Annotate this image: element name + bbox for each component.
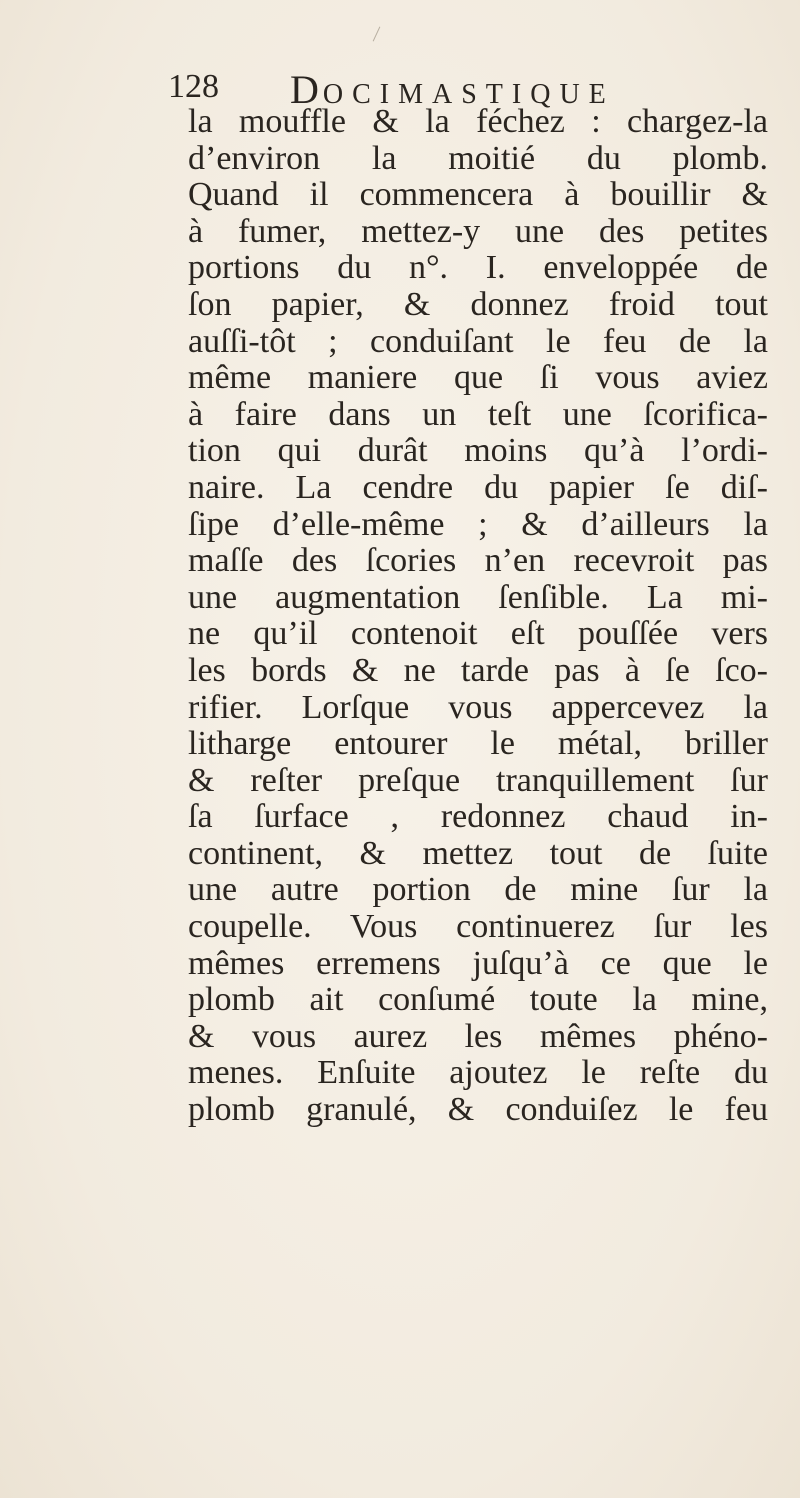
text-line: ſon papier, & donnez froid tout — [188, 285, 768, 323]
text-line: continent, & mettez tout de ſuite — [188, 834, 768, 872]
text-line: une augmentation ſenſible. La mi- — [188, 578, 768, 616]
text-line: à faire dans un teſt une ſcorifica- — [188, 395, 768, 433]
text-line: auſſi-tôt ; conduiſant le feu de la — [188, 322, 768, 360]
text-line: plomb granulé, & conduiſez le feu — [188, 1091, 768, 1129]
text-line: d’environ la moitié du plomb. — [188, 139, 768, 177]
text-line: plomb ait conſumé toute la mine, — [188, 981, 768, 1019]
text-line: les bords & ne tarde pas à ſe ſco- — [188, 651, 768, 689]
ink-mark — [373, 27, 381, 42]
text-line: ne qu’il contenoit eſt pouſſée vers — [188, 615, 768, 653]
text-line: tion qui durât moins qu’à l’ordi- — [188, 432, 768, 470]
text-line: & vous aurez les mêmes phéno- — [188, 1017, 768, 1055]
page-number: 128 — [168, 68, 219, 105]
text-line: coupelle. Vous continuerez ſur les — [188, 908, 768, 946]
text-line: menes. Enſuite ajoutez le reſte du — [188, 1054, 768, 1092]
running-head-initial: D — [290, 67, 323, 112]
text-line: rifier. Lorſque vous appercevez la — [188, 688, 768, 726]
text-line: mêmes erremens juſqu’à ce que le — [188, 944, 768, 982]
text-line: ſipe d’elle-même ; & d’ailleurs la — [188, 505, 768, 543]
text-line: naire. La cendre du papier ſe diſ- — [188, 468, 768, 506]
running-head-rest: OCIMASTIQUE — [322, 79, 615, 110]
text-line: la mouffle & la féchez : chargez-la — [188, 103, 768, 140]
body-text — [188, 104, 768, 1129]
text-line: & reſter preſque tranquillement ſur — [188, 761, 768, 799]
text-line: même maniere que ſi vous aviez — [188, 359, 768, 397]
text-line: portions du n°. I. enveloppée de — [188, 249, 768, 287]
text-line: maſſe des ſcories n’en recevroit pas — [188, 542, 768, 580]
text-line: une autre portion de mine ſur la — [188, 871, 768, 909]
text-line: litharge entourer le métal, briller — [188, 725, 768, 763]
text-line: Quand il commencera à bouillir & — [188, 176, 768, 214]
text-line: à fumer, mettez-y une des petites — [188, 212, 768, 250]
text-line: ſa ſurface , redonnez chaud in- — [188, 798, 768, 836]
